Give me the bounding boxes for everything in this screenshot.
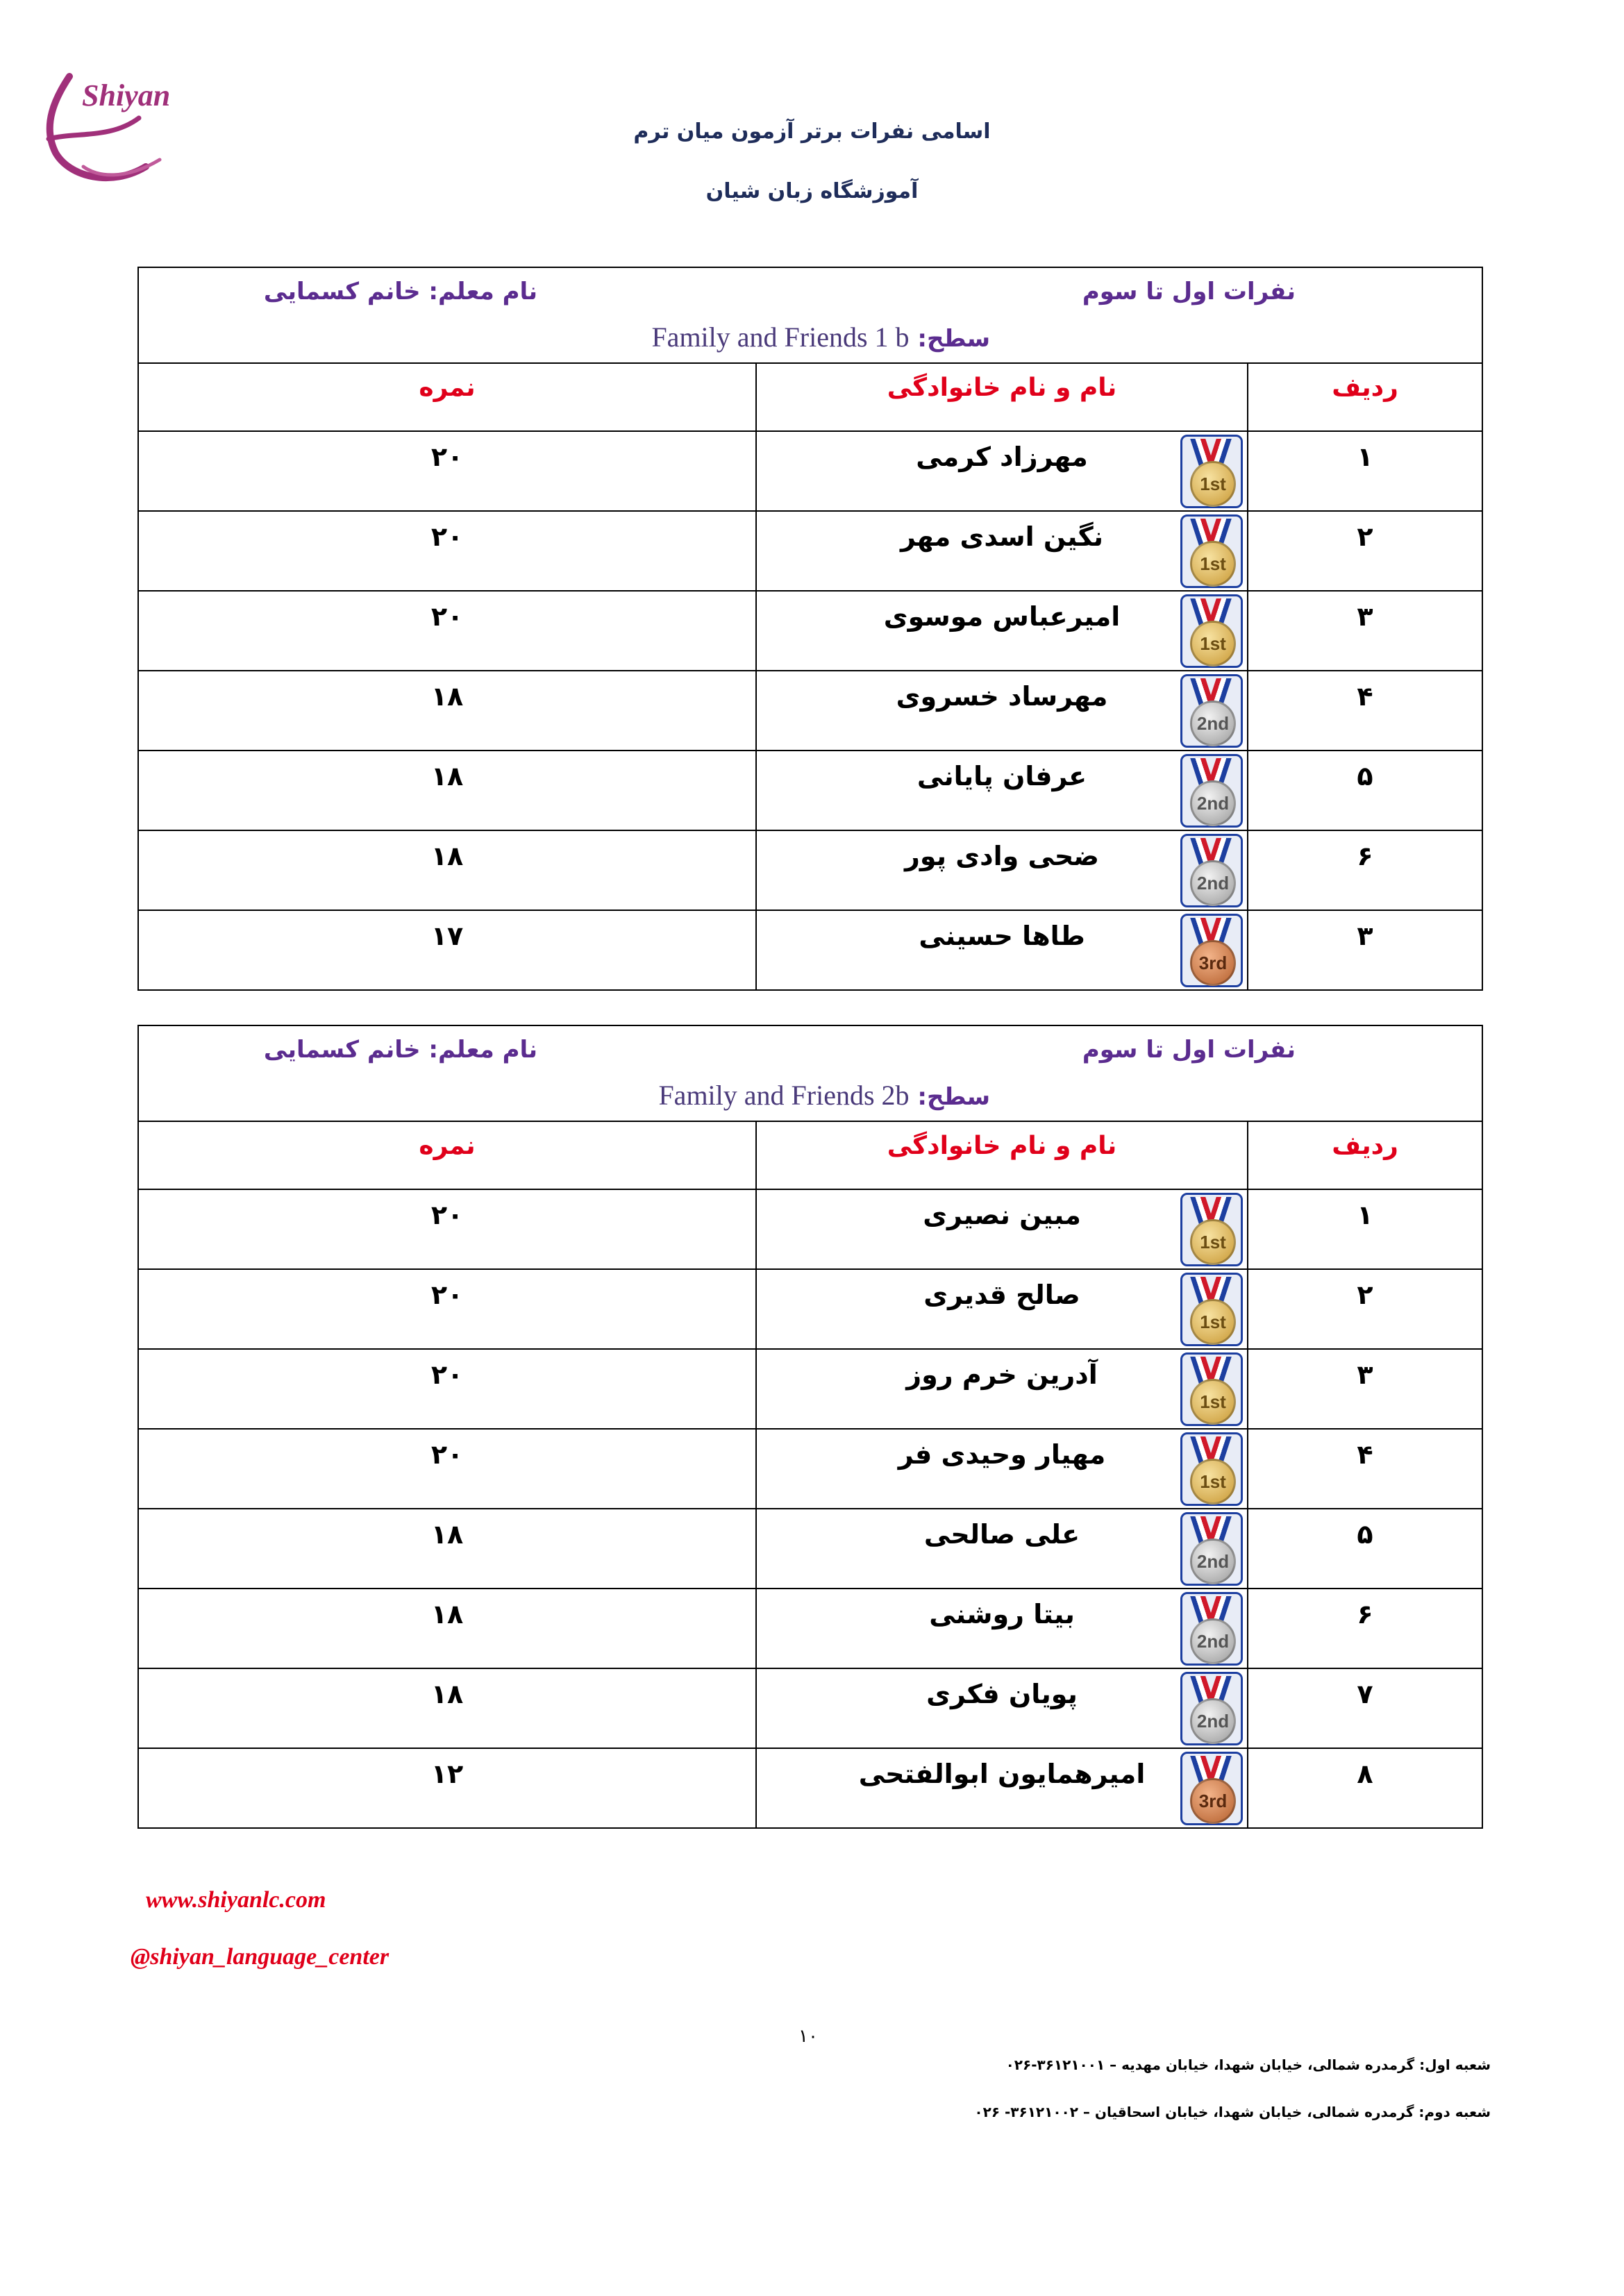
- first-to-third-label: نفرات اول تا سوم: [1082, 1036, 1296, 1064]
- score-cell: [138, 591, 756, 671]
- medal-rank: 1st: [1190, 1459, 1236, 1505]
- score-cell: [138, 431, 756, 511]
- student-name: امیرهمایون ابوالفتحی: [858, 1759, 1146, 1789]
- level-value: Family and Friends 2b: [658, 1080, 910, 1111]
- medal-rank: 2nd: [1190, 860, 1236, 906]
- student-name-cell: [756, 1509, 1248, 1589]
- medal-icon: [1179, 594, 1243, 667]
- student-name: علی صالحی: [923, 1519, 1080, 1550]
- row-number: ۶: [1357, 841, 1373, 871]
- medal-rank: 1st: [1190, 461, 1236, 507]
- medal-rank: 3rd: [1190, 1778, 1236, 1824]
- table-row: [138, 1748, 1482, 1828]
- column-header-score: نمره: [138, 363, 756, 431]
- page-number: ۱۰: [798, 2026, 818, 2047]
- column-header-name: نام و نام خانوادگی: [756, 363, 1248, 431]
- score-value: ۱۸: [430, 841, 464, 871]
- medal-rank: 1st: [1190, 1219, 1236, 1265]
- student-name: ضحی وادی پور: [905, 841, 1099, 871]
- row-number: ۴: [1357, 1439, 1373, 1470]
- table-row: [138, 431, 1482, 511]
- row-number-cell: [1248, 1748, 1482, 1828]
- results-table-1: [137, 267, 1483, 991]
- row-number: ۳: [1357, 921, 1373, 951]
- row-number: ۵: [1357, 761, 1373, 791]
- score-value: ۱۷: [430, 921, 464, 951]
- row-number-cell: [1248, 1509, 1482, 1589]
- score-cell: [138, 1349, 756, 1429]
- medal-icon: [1179, 834, 1243, 906]
- level-info: [651, 321, 990, 353]
- branch-address-2: شعبه دوم: گرمدره شمالی، خیابان شهدا، خیابان اسحاقیان – ۳۶۱۲۱۰۰۲- ۰۲۶: [974, 2104, 1491, 2120]
- score-cell: [138, 1269, 756, 1349]
- medal-rank: 1st: [1190, 1299, 1236, 1345]
- table-row: [138, 1349, 1482, 1429]
- table-row: [138, 1269, 1482, 1349]
- medal-rank: 2nd: [1190, 1618, 1236, 1664]
- row-number-cell: [1248, 1429, 1482, 1509]
- column-header-score: نمره: [138, 1121, 756, 1189]
- medal-rank: 2nd: [1190, 701, 1236, 746]
- row-number: ۱: [1357, 1200, 1373, 1230]
- medal-icon: [1179, 1592, 1243, 1664]
- table-row: [138, 1589, 1482, 1668]
- score-value: ۲۰: [430, 442, 464, 472]
- level-value: Family and Friends 1 b: [651, 321, 910, 353]
- medal-rank: 1st: [1190, 541, 1236, 587]
- row-number: ۲: [1357, 1280, 1373, 1310]
- teacher-name: نام معلم: خانم کسمایی: [263, 1036, 538, 1064]
- student-name-cell: [756, 431, 1248, 511]
- row-number: ۶: [1357, 1599, 1373, 1629]
- student-name: نگین اسدی مهر: [901, 521, 1104, 552]
- level-label: سطح:: [917, 1083, 991, 1111]
- level-label: سطح:: [917, 325, 991, 353]
- row-number-cell: [1248, 1589, 1482, 1668]
- row-number: ۳: [1357, 1359, 1373, 1390]
- score-value: ۲۰: [430, 1280, 464, 1310]
- medal-icon: [1179, 1432, 1243, 1505]
- medal-icon: [1179, 1273, 1243, 1345]
- student-name: مهیار وحیدی فر: [898, 1439, 1106, 1470]
- student-name: پویان فکری: [926, 1679, 1078, 1709]
- row-number-cell: [1248, 591, 1482, 671]
- column-header-name: نام و نام خانوادگی: [756, 1121, 1248, 1189]
- student-name-cell: [756, 1589, 1248, 1668]
- score-cell: [138, 910, 756, 990]
- medal-icon: [1179, 914, 1243, 986]
- row-number-cell: [1248, 1349, 1482, 1429]
- document-subtitle: آموزشگاه زبان شیان: [705, 179, 919, 203]
- student-name-cell: [756, 1748, 1248, 1828]
- student-name-cell: [756, 1189, 1248, 1269]
- row-number-cell: [1248, 830, 1482, 910]
- score-value: ۱۸: [430, 1679, 464, 1709]
- score-cell: [138, 1589, 756, 1668]
- teacher-name: نام معلم: خانم کسمایی: [263, 278, 538, 305]
- row-number-cell: [1248, 1269, 1482, 1349]
- results-table-2: [137, 1025, 1483, 1829]
- student-name: امیرعباس موسوی: [883, 601, 1121, 632]
- medal-icon: [1179, 674, 1243, 746]
- table-row: [138, 830, 1482, 910]
- medal-rank: 1st: [1190, 1379, 1236, 1425]
- medal-icon: [1179, 1352, 1243, 1425]
- row-number: ۳: [1357, 601, 1373, 632]
- document-title: اسامی نفرات برتر آزمون میان ترم: [633, 119, 991, 144]
- score-cell: [138, 1189, 756, 1269]
- score-value: ۲۰: [430, 1439, 464, 1470]
- table-row: [138, 1509, 1482, 1589]
- row-number-cell: [1248, 910, 1482, 990]
- student-name: مبین نصیری: [923, 1200, 1081, 1230]
- score-cell: [138, 671, 756, 751]
- logo-text: Shiyan: [82, 78, 171, 112]
- student-name-cell: [756, 751, 1248, 830]
- score-cell: [138, 751, 756, 830]
- row-number-cell: [1248, 1668, 1482, 1748]
- table-info-header: [138, 267, 1482, 363]
- row-number-cell: [1248, 431, 1482, 511]
- first-to-third-label: نفرات اول تا سوم: [1082, 278, 1296, 305]
- row-number: ۸: [1357, 1759, 1373, 1789]
- medal-icon: [1179, 1193, 1243, 1265]
- score-value: ۱۸: [430, 1519, 464, 1550]
- student-name: آدرین خرم روز: [906, 1359, 1098, 1390]
- score-value: ۲۰: [430, 1359, 464, 1390]
- student-name-cell: [756, 1349, 1248, 1429]
- table-row: [138, 910, 1482, 990]
- score-cell: [138, 511, 756, 591]
- score-cell: [138, 1429, 756, 1509]
- medal-icon: [1179, 435, 1243, 507]
- medal-icon: [1179, 1752, 1243, 1824]
- medal-rank: 2nd: [1190, 1698, 1236, 1744]
- student-name-cell: [756, 1668, 1248, 1748]
- table-row: [138, 511, 1482, 591]
- table-info-header: [138, 1025, 1482, 1121]
- table-row: [138, 671, 1482, 751]
- medal-rank: 2nd: [1190, 780, 1236, 826]
- row-number-cell: [1248, 751, 1482, 830]
- medal-icon: [1179, 1512, 1243, 1584]
- row-number-cell: [1248, 1189, 1482, 1269]
- table-row: [138, 591, 1482, 671]
- medal-rank: 2nd: [1190, 1539, 1236, 1584]
- score-cell: [138, 830, 756, 910]
- score-cell: [138, 1509, 756, 1589]
- score-value: ۱۸: [430, 761, 464, 791]
- student-name: صالح قدیری: [923, 1280, 1080, 1310]
- table-row: [138, 1189, 1482, 1269]
- student-name-cell: [756, 830, 1248, 910]
- branch-address-1: شعبه اول: گرمدره شمالی، خیابان شهدا، خیابان مهدیه – ۳۶۱۲۱۰۰۱-۰۲۶: [1005, 2056, 1491, 2073]
- score-value: ۱۸: [430, 681, 464, 712]
- score-cell: [138, 1748, 756, 1828]
- medal-icon: [1179, 1672, 1243, 1744]
- table-row: [138, 1429, 1482, 1509]
- score-value: ۲۰: [430, 521, 464, 552]
- student-name-cell: [756, 910, 1248, 990]
- student-name: بیتا روشنی: [929, 1599, 1075, 1629]
- column-header-row-number: ردیف: [1248, 1121, 1482, 1189]
- student-name: عرفان پایانی: [916, 761, 1087, 791]
- instagram-handle[interactable]: @shiyan_language_center: [131, 1944, 390, 1970]
- student-name-cell: [756, 671, 1248, 751]
- student-name: مهرساد خسروی: [896, 681, 1108, 712]
- student-name-cell: [756, 1269, 1248, 1349]
- row-number: ۷: [1357, 1679, 1373, 1709]
- column-header-row-number: ردیف: [1248, 363, 1482, 431]
- row-number: ۲: [1357, 521, 1373, 552]
- row-number-cell: [1248, 511, 1482, 591]
- score-value: ۲۰: [430, 1200, 464, 1230]
- medal-icon: [1179, 754, 1243, 826]
- student-name-cell: [756, 591, 1248, 671]
- website-link[interactable]: www.shiyanlc.com: [146, 1887, 326, 1913]
- row-number: ۵: [1357, 1519, 1373, 1550]
- score-value: ۱۲: [430, 1759, 464, 1789]
- student-name-cell: [756, 511, 1248, 591]
- level-info: [658, 1079, 990, 1112]
- medal-icon: [1179, 514, 1243, 587]
- table-row: [138, 1668, 1482, 1748]
- medal-rank: 3rd: [1190, 940, 1236, 986]
- row-number-cell: [1248, 671, 1482, 751]
- student-name: طاها حسینی: [919, 921, 1085, 951]
- score-value: ۱۸: [430, 1599, 464, 1629]
- row-number: ۱: [1357, 442, 1373, 472]
- score-cell: [138, 1668, 756, 1748]
- row-number: ۴: [1357, 681, 1373, 712]
- student-name: مهرزاد کرمی: [916, 442, 1088, 472]
- medal-rank: 1st: [1190, 621, 1236, 667]
- table-row: [138, 751, 1482, 830]
- score-value: ۲۰: [430, 601, 464, 632]
- student-name-cell: [756, 1429, 1248, 1509]
